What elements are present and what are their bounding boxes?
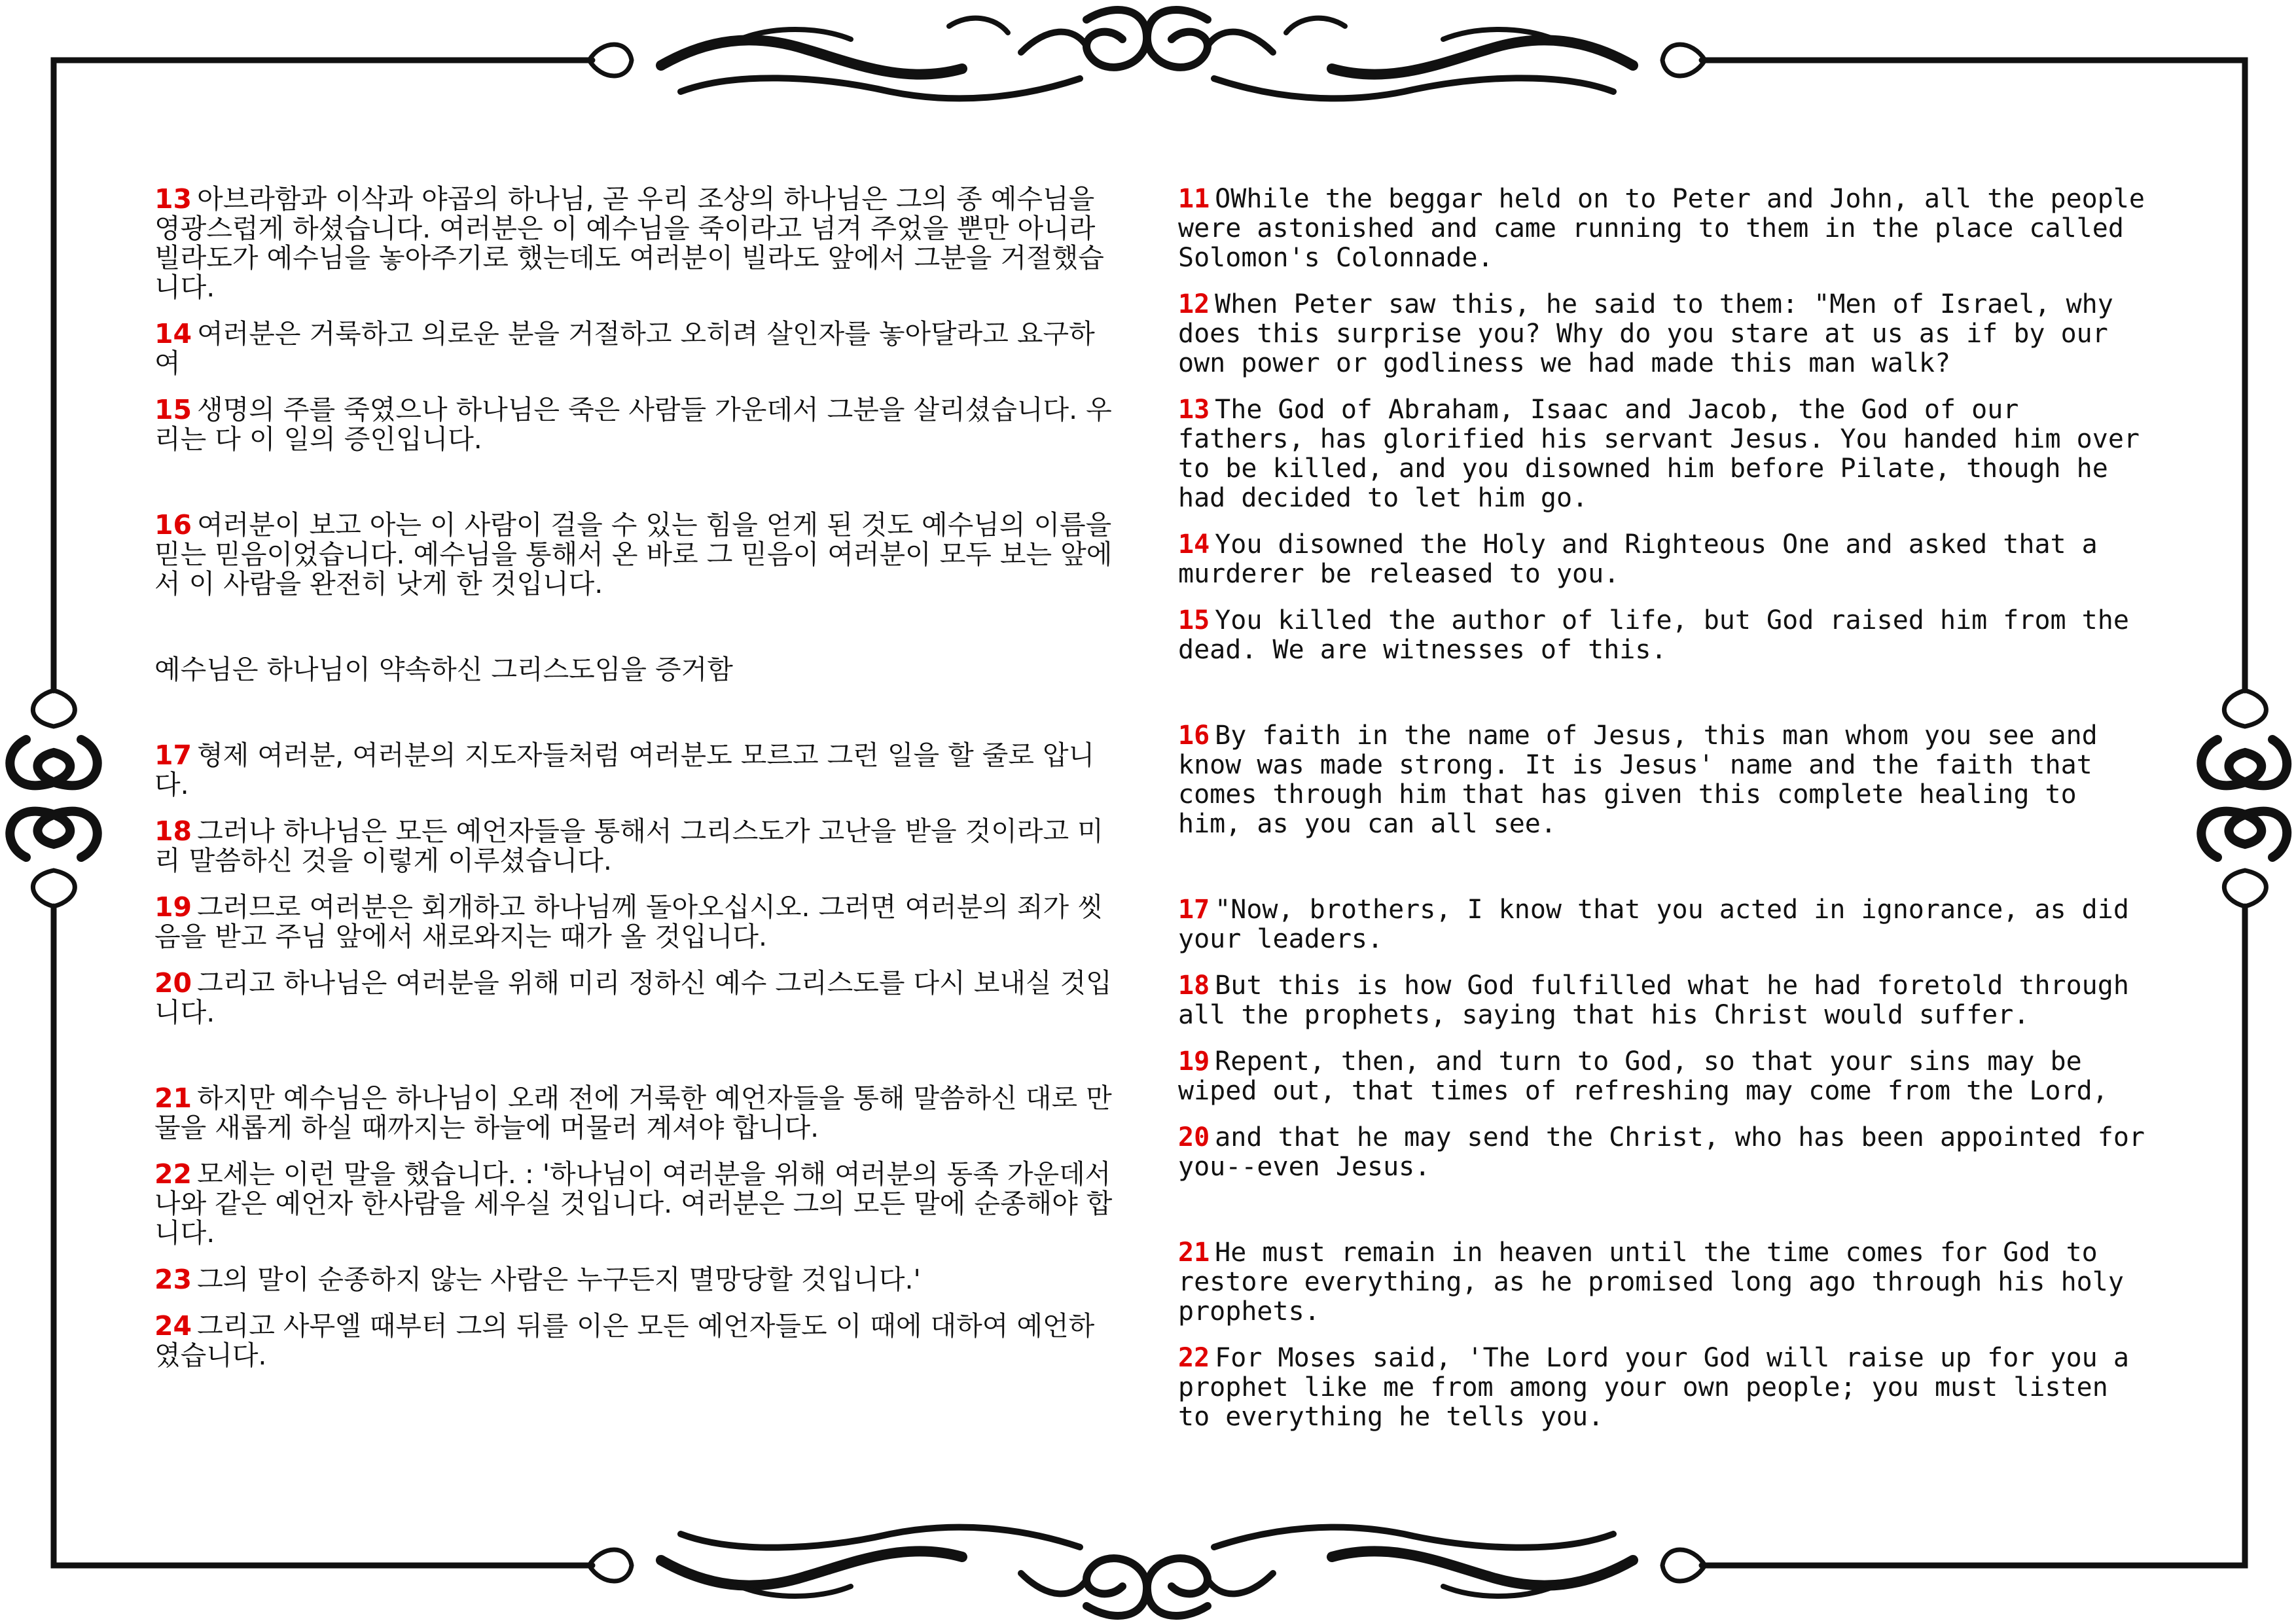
verse-number: 16 [154,509,192,541]
verse-number: 22 [1178,1343,1210,1373]
verse-ko-23 [154,1265,1117,1294]
verse-ko-15 [154,395,1117,454]
verse-en-13 [1178,395,2147,513]
verse-number: 15 [154,394,192,425]
verse-ko-14 [154,319,1117,378]
verse-en-20 [1178,1123,2147,1182]
verse-number: 16 [1178,721,1210,751]
verse-text: 그러나 하나님은 모든 예언자들을 통해서 그리스도가 고난을 받을 것이라고 미리 말씀하신 것을 이렇게 이루셨습니다. [154,815,1103,876]
verse-en-21 [1178,1238,2147,1327]
verse-number: 20 [154,967,192,999]
verse-text: OWhile the beggar held on to Peter and John, all the people were astonished and came running to them in the place called Solomon's Colonnade. [1178,184,2145,273]
verse-number: 18 [1178,971,1210,1001]
verse-text: 여러분은 거룩하고 의로운 분을 거절하고 오히려 살인자를 놓아달라고 요구하여 [154,318,1095,379]
verse-text: 형제 여러분, 여러분의 지도자들처럼 여러분도 모르고 그런 일을 할 줄로 압니다. [154,740,1095,800]
verse-en-17 [1178,895,2147,954]
verse-text: For Moses said, 'The Lord your God will raise up for you a prophet like me from among your own people; you must listen to everything he tells you. [1178,1343,2129,1432]
verse-en-14 [1178,530,2147,589]
verse-en-15 [1178,606,2147,665]
verse-text: You disowned the Holy and Righteous One and asked that a murderer be released to you. [1178,529,2098,589]
verse-text: When Peter saw this, he said to them: "Men of Israel, why does this surprise you? Why do you stare at us as if by our own power or godliness we had made this man walk? [1178,289,2113,378]
verse-ko-13 [154,185,1117,302]
verse-number: 21 [1178,1238,1210,1268]
section-heading: 예수님은 하나님이 약속하신 그리스도임을 증거함 [154,654,733,685]
verse-ko-22 [154,1160,1117,1248]
verse-ko-20 [154,969,1117,1027]
verse-number: 18 [154,815,192,847]
verse-number: 11 [1178,184,1210,214]
verse-number: 12 [1178,289,1210,319]
verse-number: 15 [1178,605,1210,635]
verse-text: But this is how God fulfilled what he had foretold through all the prophets, saying that his Christ would suffer. [1178,971,2129,1030]
verse-en-12 [1178,290,2147,378]
verse-en-18 [1178,971,2147,1030]
verse-number: 17 [154,740,192,771]
verse-number: 24 [154,1310,192,1342]
verse-text: Repent, then, and turn to God, so that your sins may be wiped out, that times of refreshing may come from the Lord, [1178,1046,2108,1106]
verse-number: 14 [1178,529,1210,560]
verse-number: 13 [1178,395,1210,425]
verse-ko-19 [154,893,1117,952]
heart-ornament-left [10,690,97,906]
korean-column [154,185,1117,1387]
verse-number: 22 [154,1158,192,1190]
verse-number: 14 [154,318,192,349]
verse-text: 그리고 하나님은 여러분을 위해 미리 정하신 예수 그리스도를 다시 보내실 것입니다. [154,967,1112,1028]
verse-text: The God of Abraham, Isaac and Jacob, the God of our fathers, has glorified his servant Jesus. You handed him over to be killed, and you disowned him before Pilate, though he had decided to let him go. [1178,395,2140,513]
verse-text: 하지만 예수님은 하나님이 오래 전에 거룩한 예언자들을 통해 말씀하신 대로 만물을 새롭게 하실 때까지는 하늘에 머물러 계셔야 합니다. [154,1082,1112,1143]
verse-number: 20 [1178,1122,1210,1152]
verse-ko-24 [154,1311,1117,1370]
heart-ornament-right [2201,690,2287,906]
verse-text: You killed the author of life, but God raised him from the dead. We are witnesses of this. [1178,605,2129,665]
english-column [1178,185,2147,1449]
scroll-ornament-bottom [589,1527,1705,1616]
verse-number: 23 [154,1264,192,1295]
scroll-ornament-top [589,10,1705,98]
verse-number: 19 [1178,1046,1210,1077]
verse-number: 13 [154,183,192,215]
verse-text: By faith in the name of Jesus, this man whom you see and know was made strong. It is Jesus' name and the faith that comes through him that has given this complete healing to him, as you can all see. [1178,721,2098,839]
verse-en-22 [1178,1344,2147,1432]
verse-text: 생명의 주를 죽였으나 하나님은 죽은 사람들 가운데서 그분을 살리셨습니다. 우리는 다 이 일의 증인입니다. [154,394,1112,455]
verse-number: 21 [154,1082,192,1114]
verse-number: 19 [154,891,192,923]
verse-en-19 [1178,1047,2147,1106]
verse-text: 그의 말이 순종하지 않는 사람은 누구든지 멸망당할 것입니다.' [197,1264,921,1295]
verse-en-16 [1178,721,2147,839]
verse-ko-16 [154,510,1117,599]
verse-ko-18 [154,817,1117,876]
verse-text: 아브라함과 이삭과 야곱의 하나님, 곧 우리 조상의 하나님은 그의 종 예수님을 영광스럽게 하셨습니다. 여러분은 이 예수님을 죽이라고 넘겨 주었을 뿐만 아니라 빌라도가 예수님을 놓아주기로 했는데도 여러분이 빌라도 앞에서 그분을 거절했습니다. [154,183,1104,303]
verse-ko-17 [154,741,1117,800]
verse-text: 그리고 사무엘 때부터 그의 뒤를 이은 모든 예언자들도 이 때에 대하여 예언하였습니다. [154,1310,1095,1371]
verse-text: 모세는 이런 말을 했습니다. : '하나님이 여러분을 위해 여러분의 동족 가운데서 나와 같은 예언자 한사람을 세우실 것입니다. 여러분은 그의 모든 말에 순종해야 합니다. [154,1158,1113,1249]
verse-text: and that he may send the Christ, who has been appointed for you--even Jesus. [1178,1122,2145,1182]
verse-text: He must remain in heaven until the time comes for God to restore everything, as he promised long ago through his holy prophets. [1178,1238,2124,1327]
verse-text: 여러분이 보고 아는 이 사람이 걸을 수 있는 힘을 얻게 된 것도 예수님의 이름을 믿는 믿음이었습니다. 예수님을 통해서 온 바로 그 믿음이 여러분이 모두 보는 앞에서 이 사람을 완전히 낫게 한 것입니다. [154,509,1113,599]
verse-number: 17 [1178,895,1210,925]
verse-text: 그러므로 여러분은 회개하고 하나님께 돌아오십시오. 그러면 여러분의 죄가 씻음을 받고 주님 앞에서 새로와지는 때가 올 것입니다. [154,891,1103,952]
verse-ko-21 [154,1084,1117,1143]
verse-en-11 [1178,185,2147,273]
verse-text: "Now, brothers, I know that you acted in ignorance, as did your leaders. [1178,895,2129,954]
